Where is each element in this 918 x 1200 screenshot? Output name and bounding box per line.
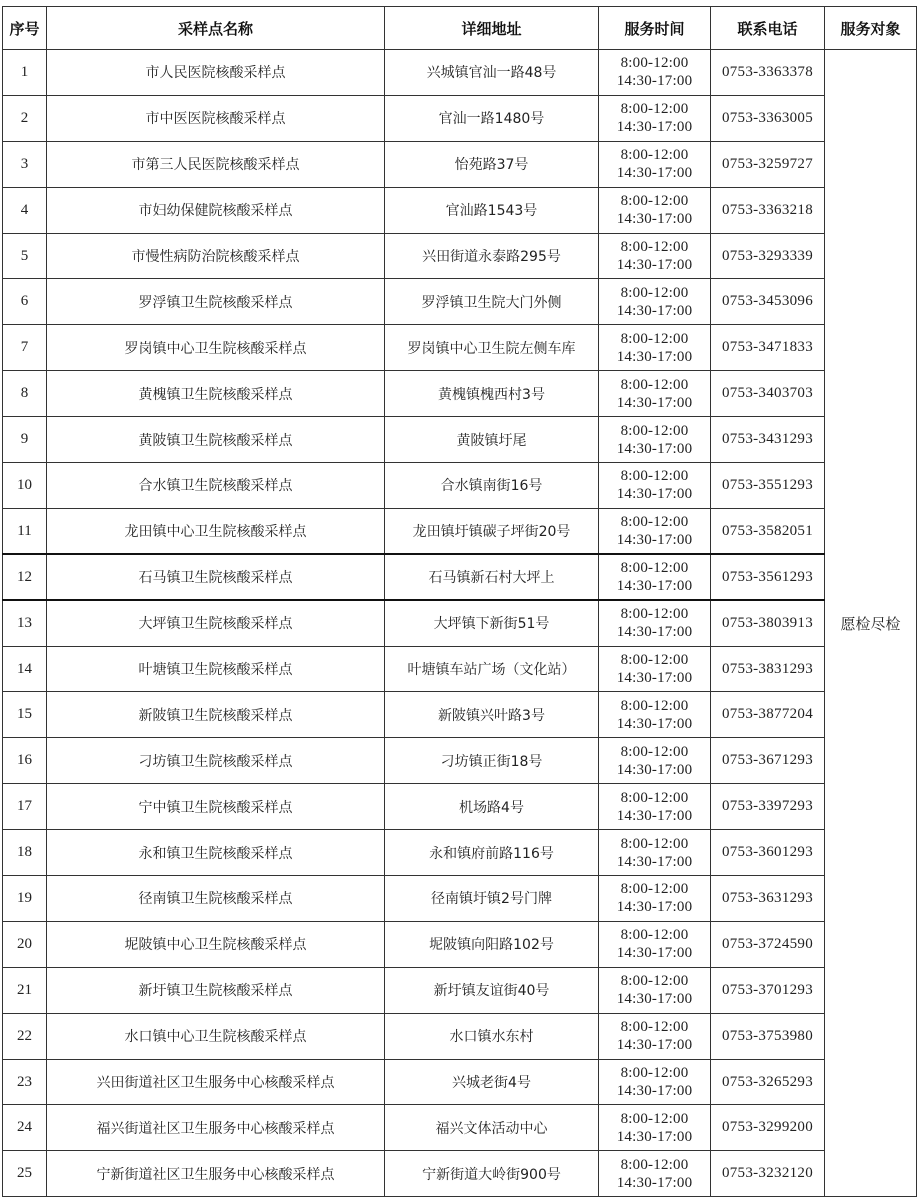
sampling-sites-table (2, 6, 917, 1197)
service-time (599, 417, 711, 463)
row-number: 21 (3, 967, 47, 1013)
contact-phone: 0753-3363005 (711, 95, 825, 141)
service-time (599, 508, 711, 554)
service-time-morning: 8:00-12:00 (620, 330, 689, 347)
table-row (3, 95, 917, 141)
service-time (599, 187, 711, 233)
table-row (3, 508, 917, 554)
site-address: 福兴文体活动中心 (385, 1105, 599, 1151)
service-time-morning: 8:00-12:00 (620, 606, 689, 623)
site-name: 刁坊镇卫生院核酸采样点 (47, 738, 385, 784)
service-time-afternoon: 14:30-17:00 (616, 991, 693, 1008)
service-time (599, 784, 711, 830)
service-time-afternoon: 14:30-17:00 (616, 348, 693, 365)
contact-phone: 0753-3363218 (711, 187, 825, 233)
site-name: 新圩镇卫生院核酸采样点 (47, 967, 385, 1013)
site-name: 水口镇中心卫生院核酸采样点 (47, 1013, 385, 1059)
service-time-afternoon: 14:30-17:00 (616, 73, 693, 90)
contact-phone: 0753-3293339 (711, 233, 825, 279)
contact-phone: 0753-3363378 (711, 50, 825, 96)
service-time-afternoon: 14:30-17:00 (616, 211, 693, 228)
contact-phone: 0753-3299200 (711, 1105, 825, 1151)
table-row (3, 1013, 917, 1059)
service-time (599, 325, 711, 371)
site-address: 机场路4号 (385, 784, 599, 830)
service-time-morning: 8:00-12:00 (620, 743, 689, 760)
row-number: 24 (3, 1105, 47, 1151)
service-time-afternoon: 14:30-17:00 (616, 257, 693, 273)
site-name: 龙田镇中心卫生院核酸采样点 (47, 508, 385, 554)
site-name: 坭陂镇中心卫生院核酸采样点 (47, 921, 385, 967)
table-header (3, 7, 917, 50)
row-number: 25 (3, 1151, 47, 1197)
row-number: 3 (3, 141, 47, 187)
service-time-afternoon: 14:30-17:00 (616, 761, 693, 778)
row-number: 12 (3, 554, 47, 600)
service-time-afternoon: 14:30-17:00 (616, 486, 693, 503)
contact-phone: 0753-3877204 (711, 692, 825, 738)
header-target: 服务对象 (825, 7, 917, 50)
row-number: 7 (3, 325, 47, 371)
table-row (3, 233, 917, 279)
row-number: 18 (3, 830, 47, 876)
site-address: 刁坊镇正街18号 (385, 738, 599, 784)
service-time (599, 692, 711, 738)
service-target: 愿检尽检 (825, 50, 917, 1197)
row-number: 22 (3, 1013, 47, 1059)
service-time-afternoon: 14:30-17:00 (616, 578, 693, 595)
service-time-morning: 8:00-12:00 (620, 789, 689, 806)
site-address: 官汕路1543号 (385, 187, 599, 233)
row-number: 20 (3, 921, 47, 967)
service-time (599, 554, 711, 600)
service-time-afternoon: 14:30-17:00 (616, 302, 693, 319)
site-name: 市第三人民医院核酸采样点 (47, 141, 385, 187)
site-name: 罗浮镇卫生院核酸采样点 (47, 279, 385, 325)
site-address: 黄陂镇圩尾 (385, 417, 599, 463)
table-row (3, 784, 917, 830)
table-row (3, 692, 917, 738)
row-number: 16 (3, 738, 47, 784)
site-name: 市慢性病防治院核酸采样点 (47, 233, 385, 279)
site-address: 罗岗镇中心卫生院左侧车库 (385, 325, 599, 371)
service-time (599, 646, 711, 692)
contact-phone: 0753-3753980 (711, 1013, 825, 1059)
site-name: 大坪镇卫生院核酸采样点 (47, 600, 385, 646)
table-row (3, 600, 917, 646)
row-number: 15 (3, 692, 47, 738)
service-time-morning: 8:00-12:00 (620, 881, 689, 898)
header-no: 序号 (3, 7, 47, 50)
service-time-morning: 8:00-12:00 (620, 147, 689, 164)
table-row (3, 50, 917, 96)
service-time (599, 600, 711, 646)
table-row (3, 325, 917, 371)
contact-phone: 0753-3453096 (711, 279, 825, 325)
service-time-afternoon: 14:30-17:00 (616, 165, 693, 182)
contact-phone: 0753-3582051 (711, 508, 825, 554)
service-time-afternoon: 14:30-17:00 (616, 624, 693, 641)
service-time-morning: 8:00-12:00 (620, 1065, 689, 1082)
site-address: 大坪镇下新街51号 (385, 600, 599, 646)
service-time (599, 463, 711, 509)
site-address: 水口镇水东村 (385, 1013, 599, 1059)
site-name: 合水镇卫生院核酸采样点 (47, 463, 385, 509)
contact-phone: 0753-3403703 (711, 371, 825, 417)
site-name: 黄陂镇卫生院核酸采样点 (47, 417, 385, 463)
service-time-morning: 8:00-12:00 (620, 973, 689, 990)
site-address: 宁新街道大岭街900号 (385, 1151, 599, 1197)
table-row (3, 967, 917, 1013)
table-row (3, 646, 917, 692)
header-row (3, 7, 917, 50)
table-row (3, 141, 917, 187)
service-time-afternoon: 14:30-17:00 (616, 670, 693, 687)
service-time-morning: 8:00-12:00 (620, 422, 689, 439)
site-name: 石马镇卫生院核酸采样点 (47, 554, 385, 600)
table-row (3, 1059, 917, 1105)
service-time-afternoon: 14:30-17:00 (616, 532, 693, 549)
row-number: 11 (3, 508, 47, 554)
table-row (3, 279, 917, 325)
service-time-morning: 8:00-12:00 (620, 1019, 689, 1036)
service-time-morning: 8:00-12:00 (620, 376, 689, 393)
site-address: 兴城老街4号 (385, 1059, 599, 1105)
contact-phone: 0753-3232120 (711, 1151, 825, 1197)
service-time (599, 1059, 711, 1105)
row-number: 8 (3, 371, 47, 417)
site-name: 径南镇卫生院核酸采样点 (47, 876, 385, 922)
site-address: 叶塘镇车站广场（文化站） (385, 646, 599, 692)
row-number: 23 (3, 1059, 47, 1105)
site-name: 黄槐镇卫生院核酸采样点 (47, 371, 385, 417)
site-address: 兴田街道永泰路295号 (385, 233, 599, 279)
contact-phone: 0753-3259727 (711, 141, 825, 187)
service-time-morning: 8:00-12:00 (620, 284, 689, 301)
contact-phone: 0753-3631293 (711, 876, 825, 922)
service-time-afternoon: 14:30-17:00 (616, 1037, 693, 1054)
site-name: 叶塘镇卫生院核酸采样点 (47, 646, 385, 692)
service-time (599, 371, 711, 417)
site-address: 新陂镇兴叶路3号 (385, 692, 599, 738)
contact-phone: 0753-3431293 (711, 417, 825, 463)
row-number: 6 (3, 279, 47, 325)
header-time: 服务时间 (599, 7, 711, 50)
site-name: 福兴街道社区卫生服务中心核酸采样点 (47, 1105, 385, 1151)
table-row (3, 1105, 917, 1151)
table-row (3, 417, 917, 463)
site-address: 黄槐镇槐西村3号 (385, 371, 599, 417)
service-time-afternoon: 14:30-17:00 (616, 1083, 693, 1100)
contact-phone: 0753-3471833 (711, 325, 825, 371)
service-time-afternoon: 14:30-17:00 (616, 945, 693, 962)
header-phone: 联系电话 (711, 7, 825, 50)
service-time (599, 141, 711, 187)
site-name: 市人民医院核酸采样点 (47, 50, 385, 96)
site-name: 市妇幼保健院核酸采样点 (47, 187, 385, 233)
site-address: 怡苑路37号 (385, 141, 599, 187)
site-address: 合水镇南街16号 (385, 463, 599, 509)
contact-phone: 0753-3803913 (711, 600, 825, 646)
contact-phone: 0753-3397293 (711, 784, 825, 830)
service-time (599, 279, 711, 325)
site-address: 新圩镇友谊街40号 (385, 967, 599, 1013)
contact-phone: 0753-3724590 (711, 921, 825, 967)
table-row (3, 187, 917, 233)
site-address: 坭陂镇向阳路102号 (385, 921, 599, 967)
header-name: 采样点名称 (47, 7, 385, 50)
service-time-afternoon: 14:30-17:00 (616, 715, 693, 732)
service-time (599, 1013, 711, 1059)
contact-phone: 0753-3671293 (711, 738, 825, 784)
site-address: 兴城镇官汕一路48号 (385, 50, 599, 96)
service-time (599, 967, 711, 1013)
row-number: 2 (3, 95, 47, 141)
row-number: 9 (3, 417, 47, 463)
row-number: 1 (3, 50, 47, 96)
site-name: 新陂镇卫生院核酸采样点 (47, 692, 385, 738)
service-time (599, 1151, 711, 1197)
row-number: 17 (3, 784, 47, 830)
site-address: 官汕一路1480号 (385, 95, 599, 141)
row-number: 13 (3, 600, 47, 646)
row-number: 4 (3, 187, 47, 233)
service-time-morning: 8:00-12:00 (620, 101, 689, 118)
service-time-morning: 8:00-12:00 (620, 927, 689, 944)
service-time-morning: 8:00-12:00 (620, 1110, 689, 1127)
row-number: 5 (3, 233, 47, 279)
row-number: 19 (3, 876, 47, 922)
row-number: 14 (3, 646, 47, 692)
table-row (3, 876, 917, 922)
service-time (599, 830, 711, 876)
service-time-morning: 8:00-12:00 (620, 514, 689, 531)
table-row (3, 830, 917, 876)
header-address: 详细地址 (385, 7, 599, 50)
table-body (3, 50, 917, 1197)
service-time (599, 738, 711, 784)
service-time-afternoon: 14:30-17:00 (616, 119, 693, 136)
service-time (599, 921, 711, 967)
site-name: 宁中镇卫生院核酸采样点 (47, 784, 385, 830)
service-time-afternoon: 14:30-17:00 (616, 440, 693, 457)
contact-phone: 0753-3601293 (711, 830, 825, 876)
site-name: 罗岗镇中心卫生院核酸采样点 (47, 325, 385, 371)
site-name: 市中医医院核酸采样点 (47, 95, 385, 141)
service-time-morning: 8:00-12:00 (620, 1156, 689, 1173)
service-time (599, 50, 711, 96)
service-time (599, 233, 711, 279)
site-address: 石马镇新石村大坪上 (385, 554, 599, 600)
service-time-afternoon: 14:30-17:00 (616, 899, 693, 916)
table-row (3, 371, 917, 417)
service-time (599, 1105, 711, 1151)
site-address: 龙田镇圩镇碳子坪街20号 (385, 508, 599, 554)
table-row (3, 921, 917, 967)
service-time-morning: 8:00-12:00 (620, 55, 689, 72)
service-time-afternoon: 14:30-17:00 (616, 853, 693, 870)
service-time-morning: 8:00-12:00 (620, 193, 689, 210)
table-row (3, 1151, 917, 1197)
service-time (599, 95, 711, 141)
contact-phone: 0753-3561293 (711, 554, 825, 600)
site-address: 径南镇圩镇2号门牌 (385, 876, 599, 922)
service-time-morning: 8:00-12:00 (620, 560, 689, 577)
service-time (599, 876, 711, 922)
service-time-afternoon: 14:30-17:00 (616, 1128, 693, 1145)
service-time-afternoon: 14:30-17:00 (616, 807, 693, 824)
table-row (3, 738, 917, 784)
contact-phone: 0753-3265293 (711, 1059, 825, 1105)
site-name: 永和镇卫生院核酸采样点 (47, 830, 385, 876)
row-number: 10 (3, 463, 47, 509)
site-name: 宁新街道社区卫生服务中心核酸采样点 (47, 1151, 385, 1197)
table-row (3, 554, 917, 600)
table-row (3, 463, 917, 509)
service-time-morning: 8:00-12:00 (620, 835, 689, 852)
service-time-morning: 8:00-12:00 (620, 468, 689, 485)
site-address: 永和镇府前路116号 (385, 830, 599, 876)
service-time-morning: 8:00-12:00 (620, 697, 689, 714)
service-time-afternoon: 14:30-17:00 (616, 394, 693, 411)
service-time-morning: 8:00-12:00 (620, 239, 689, 255)
contact-phone: 0753-3701293 (711, 967, 825, 1013)
service-time-morning: 8:00-12:00 (620, 652, 689, 669)
contact-phone: 0753-3551293 (711, 463, 825, 509)
site-address: 罗浮镇卫生院大门外侧 (385, 279, 599, 325)
site-name: 兴田街道社区卫生服务中心核酸采样点 (47, 1059, 385, 1105)
service-time-afternoon: 14:30-17:00 (616, 1174, 693, 1191)
contact-phone: 0753-3831293 (711, 646, 825, 692)
